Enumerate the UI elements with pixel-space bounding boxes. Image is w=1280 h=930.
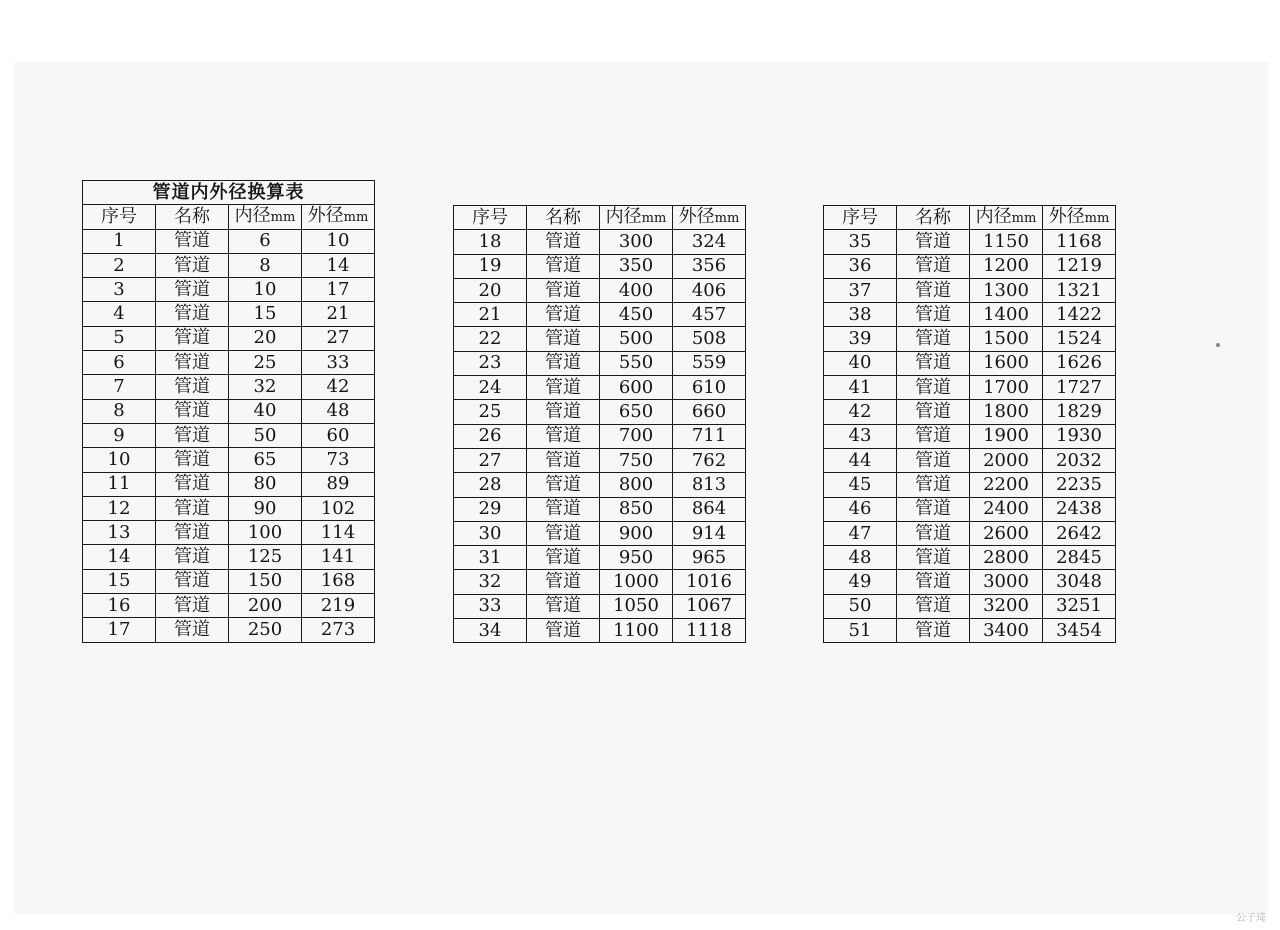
cell-no: 18	[454, 230, 527, 254]
cell-no: 7	[83, 375, 156, 399]
table-row	[824, 448, 1116, 472]
cell-no: 43	[824, 424, 897, 448]
cell-no: 32	[454, 570, 527, 594]
cell-name: 管道	[156, 253, 229, 277]
scan-margin	[0, 0, 1280, 62]
header-name: 名称	[156, 205, 229, 229]
cell-outer: 17	[302, 278, 375, 302]
cell-outer: 114	[302, 521, 375, 545]
cell-name: 管道	[527, 619, 600, 643]
cell-outer: 168	[302, 569, 375, 593]
cell-outer: 813	[673, 473, 746, 497]
cell-name: 管道	[156, 423, 229, 447]
cell-no: 35	[824, 230, 897, 254]
cell-name: 管道	[527, 303, 600, 327]
cell-name: 管道	[527, 521, 600, 545]
cell-name: 管道	[897, 351, 970, 375]
header-inner-unit: mm	[641, 210, 667, 226]
header-outer-label: 外径	[307, 204, 344, 226]
table-row	[824, 376, 1116, 400]
table-row	[824, 351, 1116, 375]
cell-outer: 711	[673, 424, 746, 448]
cell-no: 10	[83, 448, 156, 472]
cell-name: 管道	[527, 327, 600, 351]
table-row	[824, 303, 1116, 327]
pipe-table-3	[823, 205, 1116, 643]
cell-no: 39	[824, 327, 897, 351]
table-row	[454, 594, 746, 618]
cell-inner: 10	[229, 278, 302, 302]
cell-name: 管道	[527, 473, 600, 497]
header-outer	[1043, 206, 1116, 230]
cell-name: 管道	[527, 497, 600, 521]
cell-name: 管道	[897, 424, 970, 448]
cell-name: 管道	[897, 521, 970, 545]
header-inner-label: 内径	[605, 205, 642, 227]
cell-no: 50	[824, 594, 897, 618]
cell-name: 管道	[156, 594, 229, 618]
cell-no: 46	[824, 497, 897, 521]
cell-inner: 750	[600, 448, 673, 472]
cell-inner: 1400	[970, 303, 1043, 327]
cell-inner: 25	[229, 351, 302, 375]
table-row	[454, 230, 746, 254]
table-row	[454, 376, 746, 400]
table-row	[824, 594, 1116, 618]
cell-no: 40	[824, 351, 897, 375]
cell-outer: 1727	[1043, 376, 1116, 400]
cell-outer: 610	[673, 376, 746, 400]
cell-inner: 2600	[970, 521, 1043, 545]
cell-outer: 864	[673, 497, 746, 521]
cell-no: 5	[83, 326, 156, 350]
cell-inner: 1700	[970, 376, 1043, 400]
cell-inner: 80	[229, 472, 302, 496]
cell-name: 管道	[897, 278, 970, 302]
table-row	[83, 326, 375, 350]
table-title: 管道内外径换算表	[83, 181, 375, 205]
cell-name: 管道	[897, 473, 970, 497]
cell-no: 42	[824, 400, 897, 424]
table-row	[454, 570, 746, 594]
cell-no: 25	[454, 400, 527, 424]
cell-name: 管道	[897, 594, 970, 618]
cell-inner: 550	[600, 351, 673, 375]
cell-no: 47	[824, 521, 897, 545]
header-row	[83, 205, 375, 229]
cell-inner: 500	[600, 327, 673, 351]
table-row	[824, 497, 1116, 521]
table-row	[824, 230, 1116, 254]
cell-no: 24	[454, 376, 527, 400]
cell-inner: 1100	[600, 619, 673, 643]
cell-outer: 14	[302, 253, 375, 277]
cell-inner: 1600	[970, 351, 1043, 375]
cell-name: 管道	[156, 496, 229, 520]
cell-outer: 1321	[1043, 278, 1116, 302]
table-row	[454, 351, 746, 375]
header-row	[454, 206, 746, 230]
cell-name: 管道	[156, 229, 229, 253]
cell-no: 14	[83, 545, 156, 569]
cell-outer: 33	[302, 351, 375, 375]
cell-no: 16	[83, 594, 156, 618]
table-row	[83, 472, 375, 496]
cell-outer: 1118	[673, 619, 746, 643]
cell-inner: 1900	[970, 424, 1043, 448]
cell-no: 26	[454, 424, 527, 448]
cell-name: 管道	[156, 375, 229, 399]
cell-inner: 800	[600, 473, 673, 497]
cell-name: 管道	[156, 302, 229, 326]
cell-name: 管道	[527, 546, 600, 570]
table-row	[824, 400, 1116, 424]
cell-inner: 1150	[970, 230, 1043, 254]
cell-inner: 400	[600, 278, 673, 302]
cell-inner: 32	[229, 375, 302, 399]
cell-no: 9	[83, 423, 156, 447]
cell-inner: 2400	[970, 497, 1043, 521]
table-row	[83, 399, 375, 423]
cell-outer: 102	[302, 496, 375, 520]
cell-outer: 1829	[1043, 400, 1116, 424]
header-inner-label: 内径	[234, 204, 271, 226]
table-row	[454, 473, 746, 497]
cell-inner: 40	[229, 399, 302, 423]
table-row	[83, 594, 375, 618]
table-row	[824, 473, 1116, 497]
table-row	[83, 302, 375, 326]
table-row	[83, 278, 375, 302]
cell-outer: 406	[673, 278, 746, 302]
cell-no: 3	[83, 278, 156, 302]
cell-inner: 3200	[970, 594, 1043, 618]
cell-inner: 700	[600, 424, 673, 448]
cell-name: 管道	[156, 521, 229, 545]
cell-name: 管道	[527, 594, 600, 618]
cell-inner: 1200	[970, 254, 1043, 278]
cell-name: 管道	[897, 400, 970, 424]
cell-no: 17	[83, 618, 156, 642]
cell-name: 管道	[897, 230, 970, 254]
cell-outer: 27	[302, 326, 375, 350]
cell-outer: 2845	[1043, 546, 1116, 570]
table-row	[824, 546, 1116, 570]
table-row	[454, 497, 746, 521]
table-row	[83, 521, 375, 545]
cell-name: 管道	[897, 254, 970, 278]
table-row	[824, 521, 1116, 545]
cell-name: 管道	[897, 448, 970, 472]
cell-no: 15	[83, 569, 156, 593]
cell-no: 19	[454, 254, 527, 278]
header-inner	[970, 206, 1043, 230]
cell-name: 管道	[527, 448, 600, 472]
cell-inner: 850	[600, 497, 673, 521]
header-inner-label: 内径	[975, 205, 1012, 227]
table-row	[83, 229, 375, 253]
cell-no: 4	[83, 302, 156, 326]
cell-outer: 457	[673, 303, 746, 327]
table-row	[824, 254, 1116, 278]
header-name: 名称	[897, 206, 970, 230]
cell-outer: 1219	[1043, 254, 1116, 278]
table-row	[454, 303, 746, 327]
cell-name: 管道	[527, 570, 600, 594]
header-outer-unit: mm	[343, 209, 369, 225]
table-row	[824, 278, 1116, 302]
cell-outer: 10	[302, 229, 375, 253]
cell-name: 管道	[897, 303, 970, 327]
table-row	[454, 521, 746, 545]
cell-inner: 1500	[970, 327, 1043, 351]
cell-inner: 900	[600, 521, 673, 545]
header-name: 名称	[527, 206, 600, 230]
cell-outer: 559	[673, 351, 746, 375]
cell-outer: 2642	[1043, 521, 1116, 545]
cell-name: 管道	[527, 424, 600, 448]
cell-outer: 965	[673, 546, 746, 570]
cell-no: 48	[824, 546, 897, 570]
cell-no: 44	[824, 448, 897, 472]
header-no: 序号	[454, 206, 527, 230]
cell-inner: 65	[229, 448, 302, 472]
cell-name: 管道	[156, 569, 229, 593]
cell-inner: 8	[229, 253, 302, 277]
table-title-row	[83, 181, 375, 205]
header-inner-unit: mm	[1011, 210, 1037, 226]
header-outer-label: 外径	[1048, 205, 1085, 227]
cell-no: 36	[824, 254, 897, 278]
cell-no: 34	[454, 619, 527, 643]
cell-outer: 89	[302, 472, 375, 496]
cell-name: 管道	[527, 230, 600, 254]
cell-name: 管道	[527, 254, 600, 278]
cell-inner: 200	[229, 594, 302, 618]
cell-name: 管道	[897, 570, 970, 594]
table-row	[83, 448, 375, 472]
cell-outer: 21	[302, 302, 375, 326]
cell-outer: 2235	[1043, 473, 1116, 497]
cell-no: 37	[824, 278, 897, 302]
cell-name: 管道	[897, 619, 970, 643]
header-inner-unit: mm	[270, 209, 296, 225]
cell-name: 管道	[156, 278, 229, 302]
pipe-table-1	[82, 180, 375, 643]
cell-name: 管道	[156, 618, 229, 642]
table-row	[83, 545, 375, 569]
cell-outer: 273	[302, 618, 375, 642]
table-row	[83, 569, 375, 593]
cell-outer: 1067	[673, 594, 746, 618]
cell-no: 38	[824, 303, 897, 327]
cell-no: 20	[454, 278, 527, 302]
table-row	[83, 375, 375, 399]
cell-no: 31	[454, 546, 527, 570]
cell-name: 管道	[527, 278, 600, 302]
cell-inner: 6	[229, 229, 302, 253]
header-outer	[673, 206, 746, 230]
cell-inner: 350	[600, 254, 673, 278]
table-row	[454, 400, 746, 424]
cell-outer: 356	[673, 254, 746, 278]
cell-outer: 3251	[1043, 594, 1116, 618]
cell-no: 6	[83, 351, 156, 375]
table-row	[454, 278, 746, 302]
table-row	[454, 254, 746, 278]
cell-inner: 3000	[970, 570, 1043, 594]
scan-speck	[1216, 343, 1220, 347]
cell-outer: 1930	[1043, 424, 1116, 448]
cell-no: 13	[83, 521, 156, 545]
cell-inner: 15	[229, 302, 302, 326]
header-inner	[229, 205, 302, 229]
table-row	[454, 424, 746, 448]
cell-outer: 73	[302, 448, 375, 472]
cell-no: 11	[83, 472, 156, 496]
cell-inner: 650	[600, 400, 673, 424]
cell-outer: 324	[673, 230, 746, 254]
cell-inner: 125	[229, 545, 302, 569]
cell-no: 30	[454, 521, 527, 545]
cell-inner: 50	[229, 423, 302, 447]
cell-outer: 2438	[1043, 497, 1116, 521]
cell-name: 管道	[897, 546, 970, 570]
table-row	[83, 618, 375, 642]
cell-outer: 660	[673, 400, 746, 424]
cell-outer: 762	[673, 448, 746, 472]
header-outer-label: 外径	[678, 205, 715, 227]
cell-no: 28	[454, 473, 527, 497]
cell-no: 33	[454, 594, 527, 618]
cell-outer: 1016	[673, 570, 746, 594]
cell-no: 49	[824, 570, 897, 594]
table-row	[454, 448, 746, 472]
watermark: 公子琦	[1236, 913, 1266, 924]
cell-inner: 250	[229, 618, 302, 642]
cell-no: 22	[454, 327, 527, 351]
table-row	[824, 570, 1116, 594]
cell-outer: 219	[302, 594, 375, 618]
cell-name: 管道	[156, 326, 229, 350]
cell-inner: 2000	[970, 448, 1043, 472]
cell-name: 管道	[897, 376, 970, 400]
cell-inner: 2800	[970, 546, 1043, 570]
cell-no: 1	[83, 229, 156, 253]
cell-no: 21	[454, 303, 527, 327]
table-row	[454, 619, 746, 643]
cell-no: 45	[824, 473, 897, 497]
header-no: 序号	[83, 205, 156, 229]
header-no: 序号	[824, 206, 897, 230]
table-row	[454, 546, 746, 570]
cell-outer: 3048	[1043, 570, 1116, 594]
header-outer-unit: mm	[1084, 210, 1110, 226]
cell-outer: 48	[302, 399, 375, 423]
cell-name: 管道	[156, 472, 229, 496]
cell-outer: 3454	[1043, 619, 1116, 643]
cell-outer: 1626	[1043, 351, 1116, 375]
cell-inner: 100	[229, 521, 302, 545]
cell-inner: 20	[229, 326, 302, 350]
cell-outer: 60	[302, 423, 375, 447]
cell-outer: 1422	[1043, 303, 1116, 327]
cell-inner: 150	[229, 569, 302, 593]
table-row	[824, 424, 1116, 448]
cell-inner: 2200	[970, 473, 1043, 497]
cell-no: 8	[83, 399, 156, 423]
table-row	[824, 327, 1116, 351]
header-outer-unit: mm	[714, 210, 740, 226]
cell-inner: 1800	[970, 400, 1043, 424]
cell-outer: 1524	[1043, 327, 1116, 351]
table-row	[83, 423, 375, 447]
cell-inner: 90	[229, 496, 302, 520]
pipe-table-2	[453, 205, 746, 643]
cell-no: 12	[83, 496, 156, 520]
header-outer	[302, 205, 375, 229]
table-row	[83, 253, 375, 277]
cell-inner: 3400	[970, 619, 1043, 643]
cell-inner: 450	[600, 303, 673, 327]
table-row	[824, 619, 1116, 643]
header-inner	[600, 206, 673, 230]
cell-no: 23	[454, 351, 527, 375]
cell-name: 管道	[156, 351, 229, 375]
table-row	[83, 496, 375, 520]
cell-outer: 2032	[1043, 448, 1116, 472]
cell-outer: 508	[673, 327, 746, 351]
cell-inner: 1050	[600, 594, 673, 618]
cell-name: 管道	[897, 327, 970, 351]
cell-name: 管道	[156, 399, 229, 423]
cell-inner: 950	[600, 546, 673, 570]
cell-no: 51	[824, 619, 897, 643]
cell-no: 41	[824, 376, 897, 400]
cell-name: 管道	[156, 448, 229, 472]
cell-name: 管道	[527, 351, 600, 375]
cell-name: 管道	[156, 545, 229, 569]
cell-name: 管道	[527, 376, 600, 400]
cell-no: 2	[83, 253, 156, 277]
cell-inner: 1300	[970, 278, 1043, 302]
cell-name: 管道	[897, 497, 970, 521]
table-row	[83, 351, 375, 375]
header-row	[824, 206, 1116, 230]
cell-name: 管道	[527, 400, 600, 424]
cell-no: 27	[454, 448, 527, 472]
cell-outer: 1168	[1043, 230, 1116, 254]
table-row	[454, 327, 746, 351]
cell-no: 29	[454, 497, 527, 521]
cell-inner: 600	[600, 376, 673, 400]
cell-inner: 1000	[600, 570, 673, 594]
cell-inner: 300	[600, 230, 673, 254]
cell-outer: 141	[302, 545, 375, 569]
cell-outer: 914	[673, 521, 746, 545]
cell-outer: 42	[302, 375, 375, 399]
